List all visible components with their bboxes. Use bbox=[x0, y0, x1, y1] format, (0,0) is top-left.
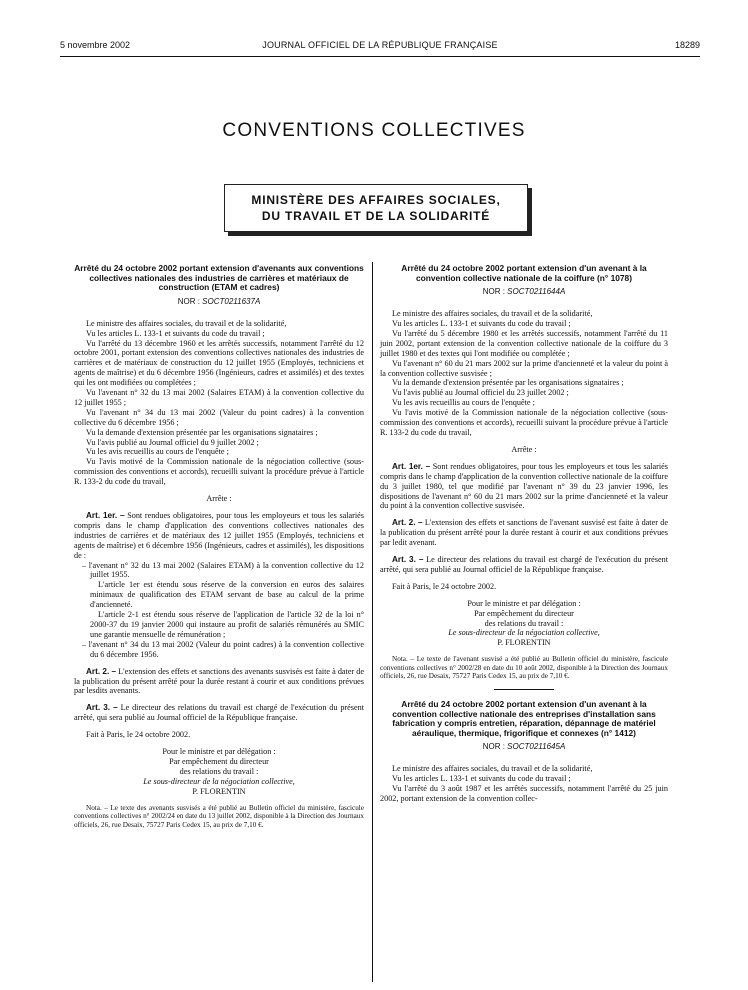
right-para: Vu l'avenant n° 60 du 21 mars 2002 sur la prime d'ancienneté et la valeur du point à la convention collective susvisée ; bbox=[380, 358, 668, 378]
left-para: Vu l'avenant n° 32 du 13 mai 2002 (Salaires ETAM) à la convention collective du 12 juillet 1955 ; bbox=[74, 388, 364, 407]
header-page-number: 18289 bbox=[674, 40, 700, 50]
right-para: Vu la demande d'extension présentée par les organisations signataires ; bbox=[392, 378, 624, 388]
right-art3-text: Le directeur des relations du travail est chargé de l'exécution du présent arrêté, qui sera publié au Journal officiel de la République française. bbox=[380, 555, 668, 574]
left-nor bbox=[74, 297, 364, 307]
left-signature-line: Pour le ministre et par délégation : bbox=[162, 747, 276, 757]
left-art3 bbox=[74, 703, 364, 723]
left-column bbox=[74, 264, 364, 829]
left-para: Vu les articles L. 133-1 et suivants du code du travail ; bbox=[86, 328, 265, 338]
page-header bbox=[60, 40, 700, 54]
left-para: Vu l'avis motivé de la Commission nationale de la négociation collective (sous-commission des conventions et accords), recueilli suivant la procédure prévue à l'article R. 133-2 du code du travail, bbox=[74, 457, 364, 487]
left-note: Nota. – Le texte des avenants susvisés a été publié au Bulletin officiel du ministère, fascicule conventions collectives n° 2002/24 en date du 13 juillet 2002, disponible à la Direction des Journaux officiels, 26, rue Desaix, 75727 Paris Cedex 15, au prix de 7,10 €. bbox=[74, 803, 364, 829]
left-signature-line: Par empêchement du directeur bbox=[169, 756, 269, 766]
right-para: Vu l'arrêté du 5 décembre 1980 et les arrêtés successifs, notamment l'arrêté du 11 juin 2002, portant extension de la convention collective nationale de la coiffure du 3 juillet 1980 et des textes qui l'ont modifiée ou complétée ; bbox=[380, 328, 668, 358]
ministry-box bbox=[224, 184, 528, 232]
left-para: Vu l'arrêté du 13 décembre 1960 et les arrêtés successifs, notamment l'arrêté du 12 octobre 2001, portant extension des conventions collectives nationales des industries de carrières et de matériaux de construction du 12 juillet 1955 (Employés, techniciens et agents de maîtrise) et du 6 décembre 1956 (Ingénieurs, cadres et assimilés) et des textes qui les ont modifiées ou complétées ; bbox=[74, 338, 364, 388]
right-article-title: Arrêté du 24 octobre 2002 portant extension d'un avenant à la convention collective nationale de la coiffure (n° 1078) bbox=[401, 263, 647, 283]
right-para: Vu les avis recueillis au cours de l'enquête ; bbox=[392, 398, 535, 408]
right-nor-2 bbox=[380, 742, 668, 752]
right-signature-name: P. FLORENTIN bbox=[497, 638, 551, 648]
left-art2-text: L'extension des effets et sanctions des avenants susvisés est faite à dater de la publication du présent arrêté pour la durée restant à courir et aux conditions prévues par lesdits avenants. bbox=[74, 666, 364, 696]
left-art1-label: Art. 1er. – bbox=[86, 511, 125, 520]
right-art3-label: Art. 3. – bbox=[392, 555, 424, 565]
left-art3-label: Art. 3. – bbox=[86, 703, 118, 713]
right-nor-label: NOR : bbox=[482, 287, 505, 297]
left-art1-item: L'article 2-1 est étendu sous réserve de l'application de l'article 32 de la loi n° 2000-37 du 19 janvier 2000 qui instaure au profit de salariés rémunérés au SMIC une garantie mensuelle de rémunération ; bbox=[90, 610, 364, 639]
right-signature-line: des relations du travail : bbox=[484, 618, 564, 628]
right-signature-line: Pour le ministre et par délégation : bbox=[467, 598, 581, 608]
ministry-line-1: MINISTÈRE DES AFFAIRES SOCIALES, bbox=[251, 193, 501, 207]
left-fait: Fait à Paris, le 24 octobre 2002. bbox=[86, 730, 191, 740]
left-para: Vu les avis recueillis au cours de l'enquête ; bbox=[86, 447, 229, 457]
right-para: Vu les articles L. 133-1 et suivants du code du travail ; bbox=[392, 319, 571, 328]
right-para-2: Vu l'arrêté du 3 août 1987 et les arrêtés successifs, notamment l'arrêté du 25 juin 2002, portant extension de la convention collec- bbox=[380, 784, 668, 804]
right-art2 bbox=[380, 518, 668, 548]
left-art2 bbox=[74, 667, 364, 697]
right-para-2: Le ministre des affaires sociales, du travail et de la solidarité, bbox=[392, 764, 593, 774]
left-art1 bbox=[74, 511, 364, 561]
right-fait: Fait à Paris, le 24 octobre 2002. bbox=[392, 581, 497, 591]
ministry-line-2: DU TRAVAIL ET DE LA SOLIDARITÉ bbox=[261, 209, 491, 223]
right-nor-code: SOCT0211644A bbox=[507, 287, 566, 297]
left-signature-name: P. FLORENTIN bbox=[192, 786, 246, 796]
header-rule bbox=[60, 56, 700, 57]
right-signature-line: Par empêchement du directeur bbox=[474, 608, 574, 618]
left-arrete: Arrête : bbox=[206, 494, 232, 504]
section-title: CONVENTIONS COLLECTIVES bbox=[222, 120, 526, 141]
left-nor-label: NOR : bbox=[177, 296, 200, 306]
left-nor-code: SOCT0211637A bbox=[202, 296, 261, 306]
right-art1-label: Art. 1er. – bbox=[392, 461, 431, 471]
left-article-title: Arrêté du 24 octobre 2002 portant extension d'avenants aux conventions collectives nationales des industries de carrières et matériaux de construction (ETAM et cadres) bbox=[74, 263, 364, 293]
right-arrete: Arrête : bbox=[511, 444, 537, 454]
right-art1-text: Sont rendues obligatoires, pour tous les employeurs et tous les salariés compris dans le champ d'application de la convention collective nationale de la coiffure du 3 juillet 1980, tel que modifié par l'avenant n° 39 du 23 janvier 1996, les dispositions de l'avenant n° 60 du 21 mars 2002 sur la prime d'ancienneté et la valeur du point à la convention collective susvisée. bbox=[380, 461, 668, 511]
right-nor-label-2: NOR : bbox=[482, 742, 505, 752]
left-para: Vu la demande d'extension présentée par les organisations signataires ; bbox=[86, 427, 318, 437]
left-art1-item: – l'avenant n° 32 du 13 mai 2002 (Salaires ETAM) à la convention collective du 12 juillet 1955. bbox=[82, 560, 364, 580]
left-art1-item: – l'avenant n° 34 du 13 mai 2002 (Valeur du point cadres) à la convention collective du 6 décembre 1956. bbox=[82, 639, 364, 659]
right-para: Vu l'avis publié au Journal officiel du 23 juillet 2002 ; bbox=[392, 388, 569, 398]
article-separator bbox=[494, 689, 554, 690]
right-column bbox=[380, 264, 668, 804]
left-art3-text: Le directeur des relations du travail est chargé de l'exécution du présent arrêté, qui sera publié au Journal officiel de la République française. bbox=[74, 703, 364, 723]
left-art1-text: Sont rendues obligatoires, pour tous les employeurs et tous les salariés compris dans le champ d'application des conventions collectives nationales des industries de carrières et de matériaux des 12 juillet 1955 (Employés, techniciens et agents de maîtrise) et 6 décembre 1956 (Ingénieurs, cadres et assimilés), les dispositions de : bbox=[74, 511, 364, 560]
column-divider bbox=[372, 262, 373, 982]
right-art2-label: Art. 2. – bbox=[392, 518, 423, 528]
right-art2-text: L'extension des effets et sanctions de l'avenant susvisé est faite à dater de la publication du présent arrêté pour la durée restant à courir et aux conditions prévues par ledit avenant. bbox=[380, 518, 668, 548]
right-art3 bbox=[380, 555, 668, 575]
left-para: Vu l'avis publié au Journal officiel du 9 juillet 2002 ; bbox=[86, 437, 259, 447]
right-article-title-2: Arrêté du 24 octobre 2002 portant extension d'un avenant à la convention collective nationale des entreprises d'installation sans fabrication y compris entretien, réparation, dépannage de matériel aéraulique, thermique, frigorifique et connexes (n° 1412) bbox=[392, 699, 656, 738]
right-note: Nota. – Le texte de l'avenant susvisé a été publié au Bulletin officiel du ministère, fascicule conventions collectives n° 2002/28 en date du 10 août 2002, disponible à la Direction des Journaux officiels, 26, rue Desaix, 75727 Paris Cedex 15, au prix de 7,10 €. bbox=[380, 655, 668, 681]
right-para: Le ministre des affaires sociales, du travail et de la solidarité, bbox=[392, 309, 593, 319]
left-para: Vu l'avenant n° 34 du 13 mai 2002 (Valeur du point cadres) à la convention collective du 6 décembre 1956 ; bbox=[74, 407, 364, 427]
right-nor-code-2: SOCT0211645A bbox=[507, 742, 566, 752]
left-signature-line: Le sous-directeur de la négociation collective, bbox=[143, 776, 295, 786]
left-art1-item: L'article 1er est étendu sous réserve de la conversion en euros des salaires minimaux de qualification des ETAM servant de base au calcul de la prime d'ancienneté. bbox=[90, 580, 364, 610]
right-nor bbox=[380, 287, 668, 297]
header-journal: JOURNAL OFFICIEL DE LA RÉPUBLIQUE FRANÇAISE bbox=[262, 40, 498, 50]
right-para: Vu l'avis motivé de la Commission nationale de la négociation collective (sous-commission des conventions et accords), recueilli suivant la procédure prévue à l'article R. 133-2 du code du travail, bbox=[380, 408, 668, 437]
left-art2-label: Art. 2. – bbox=[86, 666, 117, 676]
header-date: 5 novembre 2002 bbox=[60, 40, 131, 50]
right-art1 bbox=[380, 462, 668, 512]
left-signature-line: des relations du travail : bbox=[179, 766, 259, 776]
left-para: Le ministre des affaires sociales, du travail et de la solidarité, bbox=[86, 318, 287, 328]
right-signature-line: Le sous-directeur de la négociation collective, bbox=[448, 628, 600, 638]
right-para-2: Vu les articles L. 133-1 et suivants du code du travail ; bbox=[392, 774, 571, 784]
